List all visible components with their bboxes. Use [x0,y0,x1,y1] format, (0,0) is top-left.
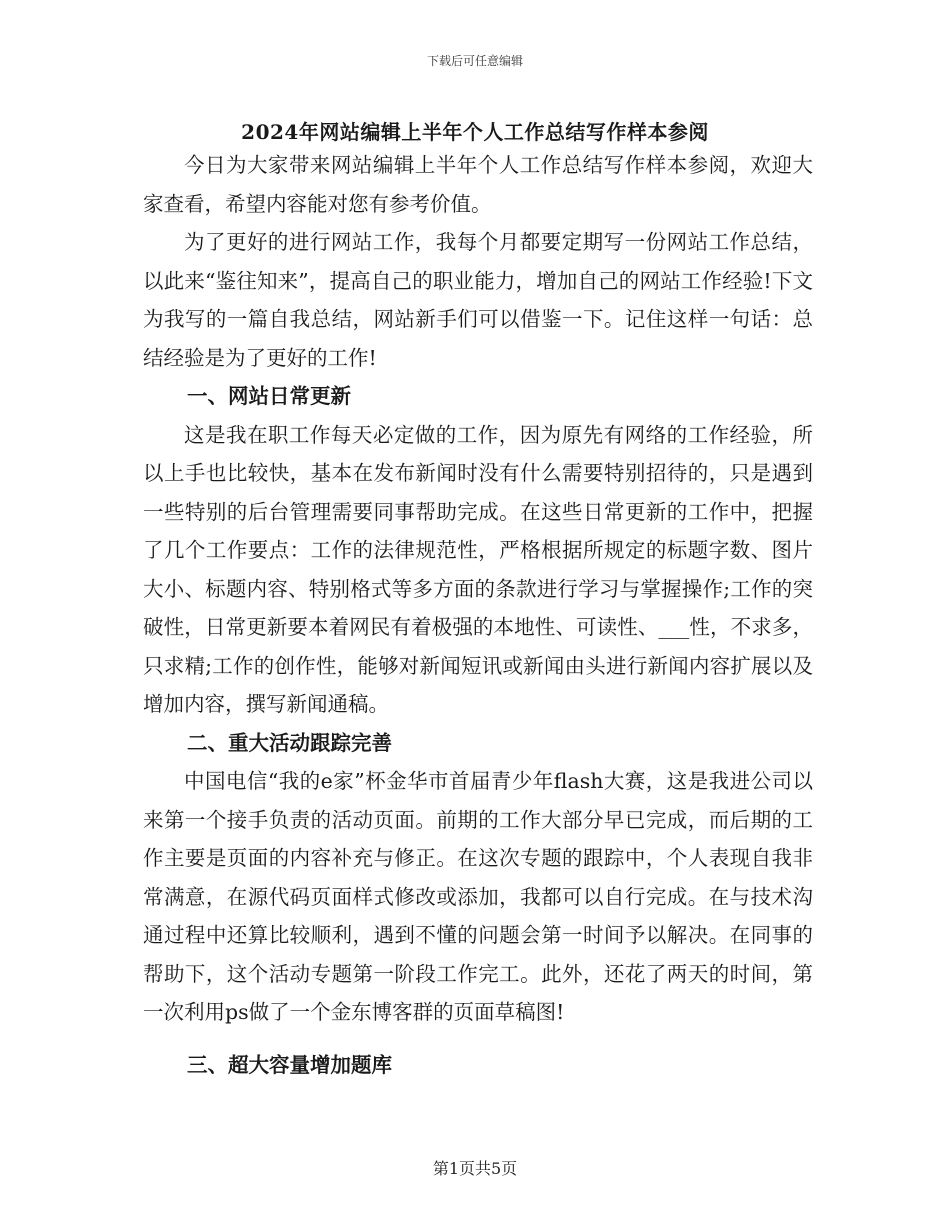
document-body [143,146,813,1084]
intro-paragraph: 今日为大家带来网站编辑上半年个人工作总结写作样本参阅，欢迎大家查看，希望内容能对您有参考价值。 [143,153,813,216]
section-2-body: 中国电信“我的e家”杯金华市首届青少年flash大赛，这是我进公司以来第一个接手负责的活动页面。前期的工作大部分早已完成，而后期的工作主要是页面的内容补充与修正。在这次专题的跟踪中，个人表现自我非常满意，在源代码页面样式修改或添加，我都可以自行完成。在与技术沟通过程中还算比较顺利，遇到不懂的问题会第一时间予以解决。在同事的帮助下，这个活动专题第一阶段工作完工。此外，还花了两天的时间，第一次利用ps做了一个金东博客群的页面草稿图! [143,769,813,1024]
page-number-footer: 第1页共5页 [432,1159,518,1178]
document-title: 2024年网站编辑上半年个人工作总结写作样本参阅 [241,120,709,144]
header-note: 下载后可任意编辑 [426,54,523,68]
section-2-heading: 二、重大活动跟踪完善 [187,730,392,755]
body-paragraph-1: 为了更好的进行网站工作，我每个月都要定期写一份网站工作总结，以此来“鉴往知来”，提高自己的职业能力，增加自己的网站工作经验!下文为我写的一篇自我总结，网站新手们可以借鉴一下。记住这样一句话：总结经验是为了更好的工作! [143,230,813,370]
section-3-heading: 三、超大容量增加题库 [187,1052,392,1077]
section-1-heading: 一、网站日常更新 [187,384,351,408]
section-1-body: 这是我在职工作每天必定做的工作，因为原先有网络的工作经验，所以上手也比较快，基本在发布新闻时没有什么需要特别招待的，只是遇到一些特别的后台管理需要同事帮助完成。在这些日常更新的工作中，把握了几个工作要点：工作的法律规范性，严格根据所规定的标题字数、图片大小、标题内容、特别格式等多方面的条款进行学习与掌握操作;工作的突破性，日常更新要本着网民有着极强的本地性、可读性、___性，不求多，只求精;工作的创作性，能够对新闻短讯或新闻由头进行新闻内容扩展以及增加内容，撰写新闻通稿。 [143,422,813,716]
